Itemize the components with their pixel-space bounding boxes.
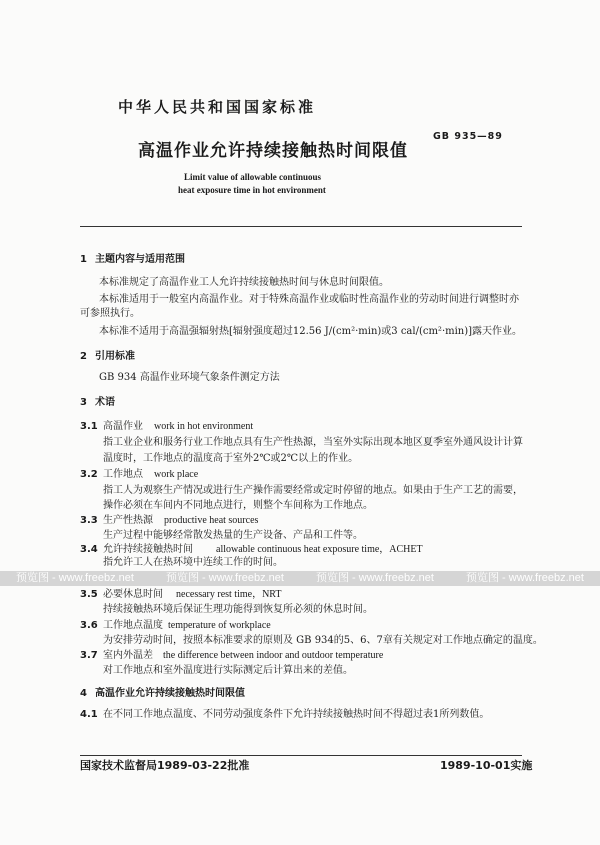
section-1-number: 1 bbox=[80, 254, 87, 265]
watermark-text: 预览图 - www.freebz.net bbox=[466, 572, 584, 584]
section-4-number: 4 bbox=[80, 688, 87, 699]
term-cn: 高温作业 bbox=[103, 421, 143, 432]
title-english-line-2: heat exposure time in hot environment bbox=[178, 185, 326, 195]
clause-4-1-number: 4.1 bbox=[80, 709, 98, 720]
term-number: 3.1 bbox=[80, 421, 98, 432]
effective-date: 1989-10-01实施 bbox=[440, 759, 533, 772]
term-definition: 指工业企业和服务行业工作地点具有生产性热源，当室外实际出现本地区夏季室外通风设计计算 bbox=[103, 437, 523, 448]
section-1-para-3: 本标准不适用于高温强辐射热[辐射强度超过12.56 J/(cm²·min)或3 cal/(cm²·min)]露天作业。 bbox=[99, 326, 523, 337]
term-cn: 工作地点温度 bbox=[103, 620, 163, 631]
term-number: 3.2 bbox=[80, 469, 98, 480]
term-definition: 指工人为观察生产情况或进行生产操作需要经常或定时停留的地点。如果由于生产工艺的需要， bbox=[103, 485, 523, 496]
term-number: 3.3 bbox=[80, 515, 98, 526]
term-en: the difference between indoor and outdoor temperature bbox=[163, 650, 384, 661]
term-cn: 必要休息时间 bbox=[103, 589, 163, 600]
watermark-text: 预览图 - www.freebz.net bbox=[16, 572, 134, 584]
document-title: 高温作业允许持续接触热时间限值 bbox=[138, 141, 408, 161]
term-cn: 工作地点 bbox=[103, 469, 143, 480]
section-2-number: 2 bbox=[80, 351, 87, 362]
term-en: work in hot environment bbox=[154, 421, 254, 432]
footer-divider bbox=[80, 755, 522, 756]
term-en: work place bbox=[154, 469, 199, 480]
term-definition: 温度时，工作地点的温度高于室外2℃或2℃以上的作业。 bbox=[103, 453, 359, 464]
standard-code: GB 935—89 bbox=[433, 131, 503, 142]
section-3-title: 术语 bbox=[95, 397, 115, 408]
header-divider bbox=[80, 226, 522, 227]
term-number: 3.5 bbox=[80, 589, 98, 600]
term-definition: 持续接触热环境后保证生理功能得到恢复所必须的休息时间。 bbox=[103, 604, 373, 615]
term-en: temperature of workplace bbox=[168, 620, 271, 631]
term-definition: 为安排劳动时间，按照本标准要求的原则及 GB 934的5、6、7章有关规定对工作地点确定的温度。 bbox=[103, 635, 543, 646]
section-1-para-1: 本标准规定了高温作业工人允许持续接触热时间与休息时间限值。 bbox=[99, 277, 389, 288]
term-cn: 生产性热源 bbox=[103, 515, 153, 526]
term-number: 3.6 bbox=[80, 620, 98, 631]
term-number: 3.7 bbox=[80, 650, 98, 661]
watermark-band bbox=[0, 571, 600, 586]
term-definition: 操作必须在车间内不同地点进行，则整个车间称为工作地点。 bbox=[103, 500, 373, 511]
term-en: allowable continuous heat exposure time，ACHET bbox=[216, 544, 423, 555]
term-definition: 指允许工人在热环境中连续工作的时间。 bbox=[103, 557, 283, 568]
term-en: necessary rest time，NRT bbox=[176, 589, 282, 600]
watermark-text: 预览图 - www.freebz.net bbox=[316, 572, 434, 584]
term-en: productive heat sources bbox=[164, 515, 259, 526]
term-definition: 生产过程中能够经常散发热量的生产设备、产品和工件等。 bbox=[103, 530, 363, 541]
section-1-title: 主题内容与适用范围 bbox=[95, 254, 185, 265]
term-definition: 对工作地点和室外温度进行实际测定后计算出来的差值。 bbox=[103, 665, 353, 676]
national-standard-heading: 中华人民共和国国家标准 bbox=[118, 98, 317, 116]
reference-gb934: GB 934 高温作业环境气象条件测定方法 bbox=[99, 372, 280, 383]
section-1-para-2b: 可参照执行。 bbox=[80, 308, 140, 319]
section-1-para-2a: 本标准适用于一般室内高温作业。对于特殊高温作业或临时性高温作业的劳动时间进行调整时亦 bbox=[99, 294, 519, 305]
term-cn: 室内外温差 bbox=[103, 650, 153, 661]
approval-date: 国家技术监督局1989-03-22批准 bbox=[80, 759, 250, 772]
term-number: 3.4 bbox=[80, 544, 98, 555]
title-english-line-1: Limit value of allowable continuous bbox=[184, 172, 322, 182]
section-4-title: 高温作业允许持续接触热时间限值 bbox=[95, 688, 245, 699]
term-cn: 允许持续接触热时间 bbox=[103, 544, 193, 555]
watermark-text: 预览图 - www.freebz.net bbox=[166, 572, 284, 584]
clause-4-1-text: 在不同工作地点温度、不同劳动强度条件下允许持续接触热时间不得超过表1所列数值。 bbox=[103, 709, 490, 720]
section-3-number: 3 bbox=[80, 397, 87, 408]
section-2-title: 引用标准 bbox=[95, 351, 135, 362]
